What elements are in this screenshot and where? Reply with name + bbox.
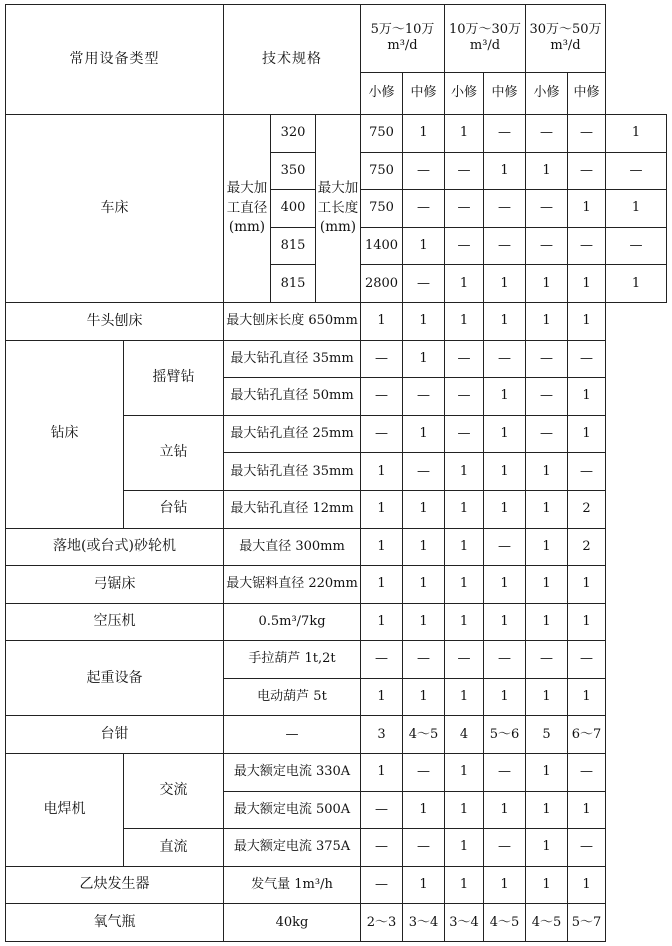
value-cell: 1 bbox=[403, 340, 445, 378]
value-cell: 1 bbox=[403, 566, 445, 604]
radial-drill-name: 摇臂钻 bbox=[124, 340, 224, 415]
value-cell: 1 bbox=[361, 490, 403, 528]
value-cell: 2～3 bbox=[361, 904, 403, 942]
value-cell: — bbox=[568, 227, 606, 265]
value-cell: — bbox=[484, 190, 526, 228]
value-cell: 4～5 bbox=[526, 904, 568, 942]
header-tech-spec: 技术规格 bbox=[224, 5, 361, 115]
value-cell: — bbox=[403, 829, 445, 867]
table-row bbox=[6, 716, 667, 754]
value-cell: — bbox=[526, 190, 568, 228]
value-cell: 1 bbox=[484, 415, 526, 453]
value-cell: — bbox=[445, 340, 484, 378]
value-cell: 1 bbox=[526, 753, 568, 791]
value-cell: — bbox=[403, 190, 445, 228]
value-cell: 3～4 bbox=[403, 904, 445, 942]
table-row bbox=[6, 528, 667, 566]
value-cell: 1 bbox=[361, 303, 403, 341]
drill-spec: 最大钻孔直径 35mm bbox=[224, 340, 361, 378]
value-cell: — bbox=[361, 791, 403, 829]
header-capacity-30-50: 30万～50万m³/d bbox=[526, 5, 606, 73]
value-cell: 1 bbox=[526, 829, 568, 867]
value-cell: 4 bbox=[445, 716, 484, 754]
value-cell: 1 bbox=[526, 866, 568, 904]
value-cell: 1 bbox=[484, 152, 526, 190]
lathe-diameter: 350 bbox=[271, 152, 316, 190]
drill-spec: 最大钻孔直径 35mm bbox=[224, 453, 361, 491]
value-cell: — bbox=[403, 753, 445, 791]
bow-saw-name: 弓锯床 bbox=[6, 566, 224, 604]
value-cell: 1 bbox=[361, 678, 403, 716]
lifting-name: 起重设备 bbox=[6, 641, 224, 716]
table-row bbox=[6, 115, 667, 153]
value-cell: 1 bbox=[568, 415, 606, 453]
value-cell: 6～7 bbox=[568, 716, 606, 754]
value-cell: 1 bbox=[606, 115, 667, 153]
value-cell: 2 bbox=[568, 528, 606, 566]
acetylene-spec: 发气量 1m³/h bbox=[224, 866, 361, 904]
value-cell: 1 bbox=[445, 678, 484, 716]
value-cell: 1 bbox=[484, 678, 526, 716]
value-cell: — bbox=[484, 227, 526, 265]
value-cell: — bbox=[403, 453, 445, 491]
value-cell: — bbox=[445, 378, 484, 416]
value-cell: — bbox=[484, 753, 526, 791]
value-cell: 1 bbox=[403, 678, 445, 716]
header-capacity-5-10: 5万～10万m³/d bbox=[361, 5, 445, 73]
value-cell: — bbox=[484, 829, 526, 867]
value-cell: 1 bbox=[526, 528, 568, 566]
value-cell: 5～7 bbox=[568, 904, 606, 942]
value-cell: 1 bbox=[361, 753, 403, 791]
drill-name: 钻床 bbox=[6, 340, 124, 528]
value-cell: — bbox=[403, 378, 445, 416]
value-cell: — bbox=[361, 378, 403, 416]
value-cell: — bbox=[484, 340, 526, 378]
welder-spec: 最大额定电流 500A bbox=[224, 791, 361, 829]
lifting-spec: 电动葫芦 5t bbox=[224, 678, 361, 716]
lathe-length-label: 最大加工长度(mm) bbox=[316, 115, 361, 303]
value-cell: 1 bbox=[526, 152, 568, 190]
value-cell: 4～5 bbox=[403, 716, 445, 754]
value-cell: 1 bbox=[403, 528, 445, 566]
header-medium-repair: 中修 bbox=[403, 72, 445, 114]
value-cell: — bbox=[403, 152, 445, 190]
shaper-name: 牛头刨床 bbox=[6, 303, 224, 341]
value-cell: 1 bbox=[361, 528, 403, 566]
value-cell: 1 bbox=[484, 490, 526, 528]
vise-spec: — bbox=[224, 716, 361, 754]
value-cell: 5～6 bbox=[484, 716, 526, 754]
grinder-spec: 最大直径 300mm bbox=[224, 528, 361, 566]
value-cell: 1 bbox=[445, 829, 484, 867]
header-row-1 bbox=[6, 5, 667, 73]
lathe-length: 750 bbox=[361, 190, 403, 228]
value-cell: 1 bbox=[445, 528, 484, 566]
value-cell: 1 bbox=[445, 265, 484, 303]
lathe-length: 750 bbox=[361, 152, 403, 190]
value-cell: 1 bbox=[403, 490, 445, 528]
value-cell: 1 bbox=[403, 415, 445, 453]
header-minor-repair: 小修 bbox=[526, 72, 568, 114]
value-cell: — bbox=[606, 152, 667, 190]
value-cell: 2 bbox=[568, 490, 606, 528]
value-cell: 1 bbox=[484, 453, 526, 491]
oxygen-name: 氧气瓶 bbox=[6, 904, 224, 942]
value-cell: — bbox=[526, 378, 568, 416]
value-cell: 1 bbox=[568, 866, 606, 904]
value-cell: — bbox=[445, 190, 484, 228]
table-row bbox=[6, 641, 667, 679]
value-cell: — bbox=[526, 115, 568, 153]
value-cell: 1 bbox=[484, 566, 526, 604]
value-cell: 1 bbox=[361, 453, 403, 491]
value-cell: 1 bbox=[445, 303, 484, 341]
value-cell: 1 bbox=[568, 678, 606, 716]
vise-name: 台钳 bbox=[6, 716, 224, 754]
compressor-name: 空压机 bbox=[6, 603, 224, 641]
welder-dc: 直流 bbox=[124, 829, 224, 867]
value-cell: — bbox=[361, 415, 403, 453]
value-cell: — bbox=[568, 152, 606, 190]
value-cell: 1 bbox=[568, 378, 606, 416]
value-cell: 1 bbox=[403, 791, 445, 829]
value-cell: 1 bbox=[445, 791, 484, 829]
value-cell: 1 bbox=[484, 378, 526, 416]
value-cell: 1 bbox=[403, 227, 445, 265]
lathe-diameter: 400 bbox=[271, 190, 316, 228]
value-cell: 3 bbox=[361, 716, 403, 754]
bow-saw-spec: 最大锯料直径 220mm bbox=[224, 566, 361, 604]
value-cell: — bbox=[361, 866, 403, 904]
table-row bbox=[6, 753, 667, 791]
compressor-spec: 0.5m³/7kg bbox=[224, 603, 361, 641]
equipment-table bbox=[5, 4, 667, 942]
acetylene-name: 乙炔发生器 bbox=[6, 866, 224, 904]
value-cell: 1 bbox=[526, 490, 568, 528]
lathe-length: 1400 bbox=[361, 227, 403, 265]
value-cell: — bbox=[361, 829, 403, 867]
header-minor-repair: 小修 bbox=[445, 72, 484, 114]
value-cell: 1 bbox=[403, 603, 445, 641]
value-cell: 1 bbox=[526, 453, 568, 491]
value-cell: 5 bbox=[526, 716, 568, 754]
header-capacity-10-30: 10万～30万m³/d bbox=[445, 5, 526, 73]
value-cell: 4～5 bbox=[484, 904, 526, 942]
table-row bbox=[6, 866, 667, 904]
welder-name: 电焊机 bbox=[6, 753, 124, 866]
shaper-spec: 最大刨床长度 650mm bbox=[224, 303, 361, 341]
value-cell: 3～4 bbox=[445, 904, 484, 942]
table-row bbox=[6, 303, 667, 341]
lathe-diameter: 815 bbox=[271, 227, 316, 265]
value-cell: — bbox=[568, 753, 606, 791]
value-cell: 1 bbox=[484, 866, 526, 904]
value-cell: 1 bbox=[568, 566, 606, 604]
value-cell: — bbox=[445, 641, 484, 679]
vertical-drill-name: 立钻 bbox=[124, 415, 224, 490]
value-cell: — bbox=[568, 340, 606, 378]
table-row bbox=[6, 603, 667, 641]
value-cell: 1 bbox=[445, 115, 484, 153]
header-equipment-type: 常用设备类型 bbox=[6, 5, 224, 115]
oxygen-spec: 40kg bbox=[224, 904, 361, 942]
table-row bbox=[6, 566, 667, 604]
value-cell: — bbox=[361, 340, 403, 378]
drill-spec: 最大钻孔直径 12mm bbox=[224, 490, 361, 528]
value-cell: — bbox=[568, 641, 606, 679]
value-cell: — bbox=[568, 115, 606, 153]
value-cell: — bbox=[361, 641, 403, 679]
value-cell: 1 bbox=[526, 265, 568, 303]
value-cell: — bbox=[526, 340, 568, 378]
value-cell: — bbox=[526, 227, 568, 265]
value-cell: 1 bbox=[445, 866, 484, 904]
value-cell: 1 bbox=[445, 453, 484, 491]
drill-spec: 最大钻孔直径 50mm bbox=[224, 378, 361, 416]
value-cell: 1 bbox=[526, 603, 568, 641]
value-cell: 1 bbox=[484, 265, 526, 303]
value-cell: 1 bbox=[445, 566, 484, 604]
value-cell: — bbox=[403, 641, 445, 679]
table-row bbox=[6, 340, 667, 378]
value-cell: 1 bbox=[484, 791, 526, 829]
value-cell: 1 bbox=[484, 303, 526, 341]
value-cell: — bbox=[568, 829, 606, 867]
value-cell: 1 bbox=[568, 190, 606, 228]
value-cell: 1 bbox=[445, 603, 484, 641]
value-cell: 1 bbox=[568, 303, 606, 341]
lathe-diameter: 815 bbox=[271, 265, 316, 303]
value-cell: — bbox=[526, 415, 568, 453]
value-cell: 1 bbox=[403, 303, 445, 341]
value-cell: — bbox=[403, 265, 445, 303]
header-minor-repair: 小修 bbox=[361, 72, 403, 114]
lathe-length: 2800 bbox=[361, 265, 403, 303]
value-cell: 1 bbox=[484, 603, 526, 641]
value-cell: — bbox=[445, 415, 484, 453]
welder-ac: 交流 bbox=[124, 753, 224, 828]
value-cell: — bbox=[484, 641, 526, 679]
table-row bbox=[6, 904, 667, 942]
equipment-table-container bbox=[5, 4, 667, 942]
value-cell: 1 bbox=[526, 566, 568, 604]
value-cell: — bbox=[484, 115, 526, 153]
value-cell: 1 bbox=[445, 490, 484, 528]
value-cell: 1 bbox=[526, 303, 568, 341]
lifting-spec: 手拉葫芦 1t,2t bbox=[224, 641, 361, 679]
value-cell: — bbox=[445, 227, 484, 265]
value-cell: 1 bbox=[403, 115, 445, 153]
value-cell: 1 bbox=[606, 190, 667, 228]
welder-spec: 最大额定电流 330A bbox=[224, 753, 361, 791]
lathe-length: 750 bbox=[361, 115, 403, 153]
value-cell: 1 bbox=[361, 603, 403, 641]
value-cell: 1 bbox=[361, 566, 403, 604]
header-medium-repair: 中修 bbox=[568, 72, 606, 114]
value-cell: — bbox=[445, 152, 484, 190]
grinder-name: 落地(或台式)砂轮机 bbox=[6, 528, 224, 566]
value-cell: — bbox=[526, 641, 568, 679]
value-cell: — bbox=[568, 453, 606, 491]
lathe-diameter: 320 bbox=[271, 115, 316, 153]
value-cell: 1 bbox=[403, 866, 445, 904]
bench-drill-name: 台钻 bbox=[124, 490, 224, 528]
value-cell: — bbox=[484, 528, 526, 566]
lathe-diameter-label: 最大加工直径(mm) bbox=[224, 115, 271, 303]
value-cell: — bbox=[606, 227, 667, 265]
value-cell: 1 bbox=[445, 753, 484, 791]
value-cell: 1 bbox=[568, 603, 606, 641]
header-medium-repair: 中修 bbox=[484, 72, 526, 114]
value-cell: 1 bbox=[568, 791, 606, 829]
value-cell: 1 bbox=[526, 791, 568, 829]
lathe-name: 车床 bbox=[6, 115, 224, 303]
value-cell: 1 bbox=[526, 678, 568, 716]
welder-spec: 最大额定电流 375A bbox=[224, 829, 361, 867]
value-cell: 1 bbox=[606, 265, 667, 303]
value-cell: 1 bbox=[568, 265, 606, 303]
drill-spec: 最大钻孔直径 25mm bbox=[224, 415, 361, 453]
